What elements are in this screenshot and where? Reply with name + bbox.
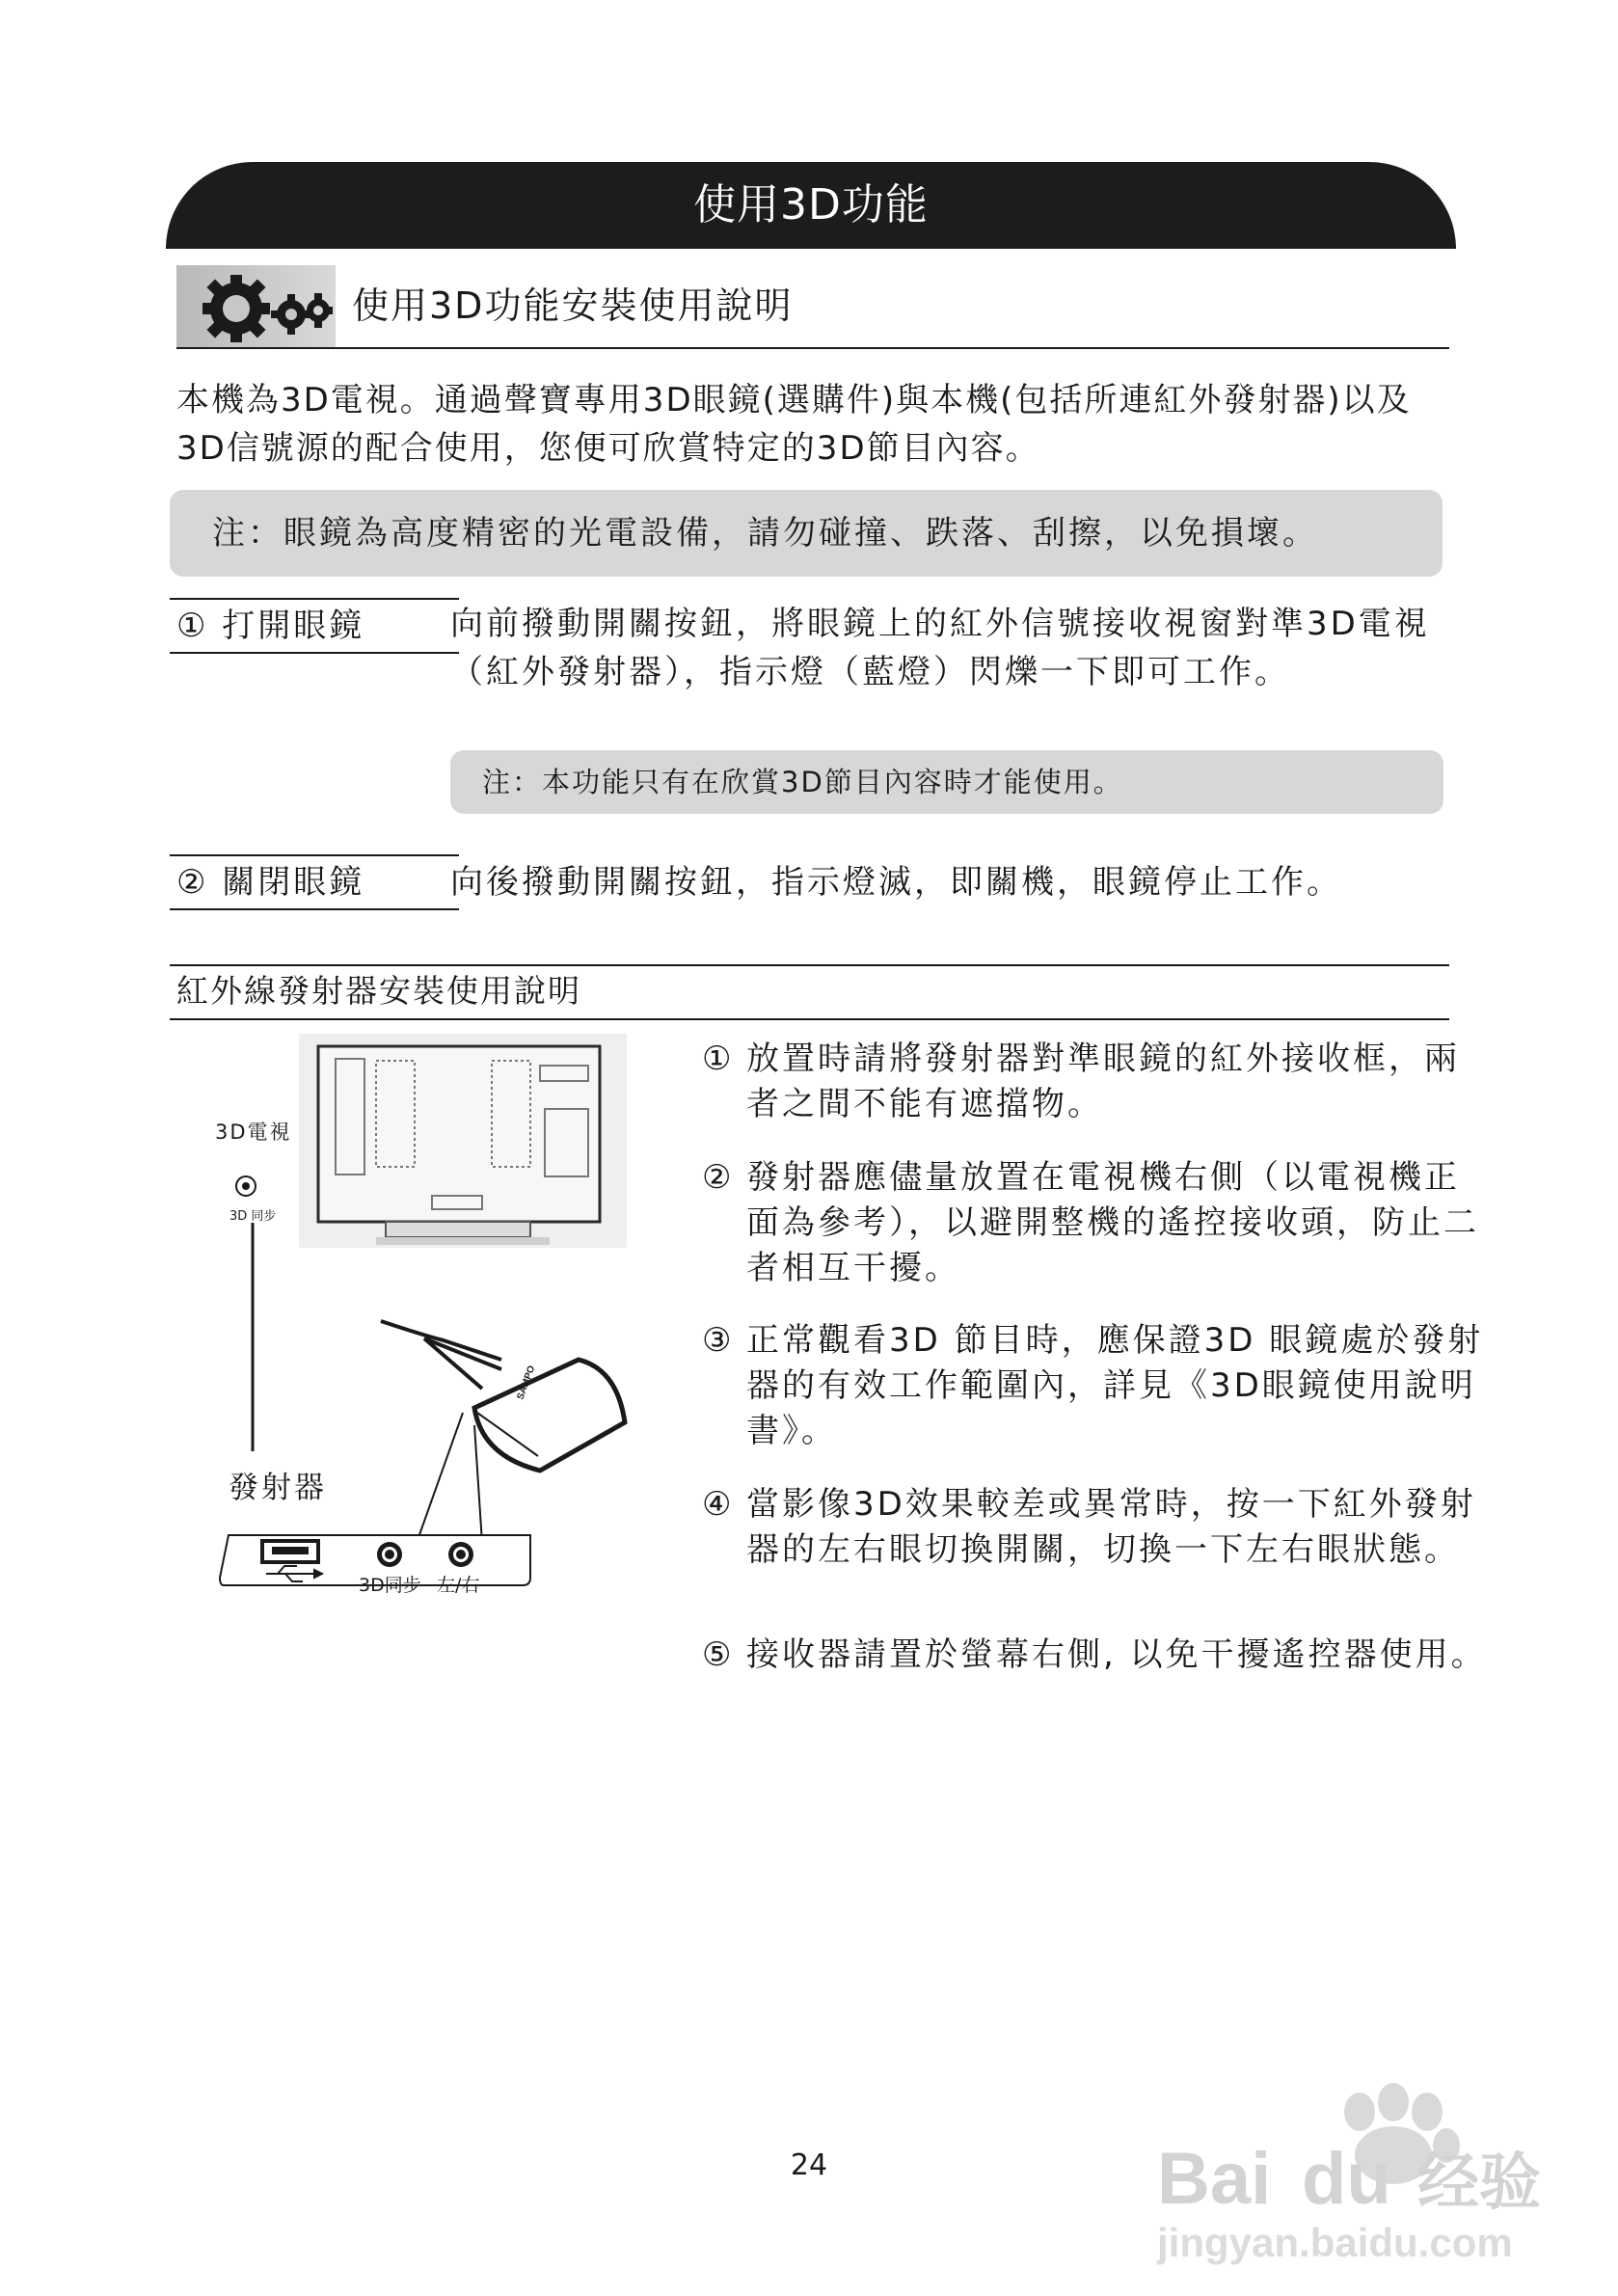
instruction-text: 當影像3D效果較差或異常時，按一下紅外發射器的左右眼切換開關，切換一下左右眼狀態。 — [746, 1485, 1476, 1569]
step-close-glasses-description: 向後撥動開關按鈕，指示燈滅，即關機，眼鏡停止工作。 — [450, 863, 1342, 902]
step-open-glasses-label: ① 打開眼鏡 — [176, 607, 365, 645]
section-title: 使用3D功能安裝使用說明 — [352, 284, 794, 327]
tv-label: 3D電視 — [215, 1121, 292, 1144]
page-title: 使用3D功能 — [693, 180, 929, 230]
step-divider — [170, 854, 459, 856]
svg-text:Bai: Bai — [1157, 2138, 1272, 2220]
sync-port-label: 3D同步 — [359, 1575, 421, 1596]
intro-paragraph: 本機為3D電視。通過聲寶專用3D眼鏡(選購件)與本機(包括所連紅外發射器)以及3D信號源的配合使用，您便可欣賞特定的3D節目內容。 — [176, 381, 1412, 468]
note-text: 注：本功能只有在欣賞3D節目內容時才能使用。 — [482, 766, 1123, 798]
step-divider — [170, 652, 459, 654]
instruction-number: ⑤ — [702, 1635, 735, 1674]
lr-port-label: 左/右 — [437, 1575, 480, 1596]
instruction-text: 放置時請將發射器對準眼鏡的紅外接收框，兩者之間不能有遮擋物。 — [746, 1040, 1460, 1123]
instruction-text: 正常觀看3D 節目時，應保證3D 眼鏡處於發射器的有效工作範圍內，詳見《3D眼鏡使用說明書》。 — [746, 1321, 1484, 1450]
step-close-glasses-label: ② 關閉眼鏡 — [176, 863, 365, 902]
instruction-text: 發射器應儘量放置在電視機右側（以電視機正面為參考），以避開整機的遙控接收頭，防止二者相互干擾。 — [746, 1158, 1479, 1287]
page-number: 24 — [790, 2148, 828, 2182]
left-right-switch-jack-icon — [448, 1542, 473, 1567]
instruction-item — [702, 1482, 1489, 1573]
instruction-item — [702, 1633, 1489, 1678]
tv-port-label: 3D 同步 — [229, 1209, 277, 1224]
svg-text:经验: 经验 — [1417, 2147, 1541, 2219]
svg-text:du: du — [1302, 2138, 1391, 2220]
step-divider — [170, 908, 459, 910]
instruction-item — [702, 1155, 1489, 1291]
instruction-number: ① — [702, 1040, 735, 1078]
emitter-label: 發射器 — [229, 1471, 327, 1505]
step-divider — [170, 598, 459, 600]
instruction-number: ④ — [702, 1485, 735, 1524]
baidu-watermark-logo — [1138, 2073, 1601, 2266]
emitter-brand-text: SAMPO — [515, 1364, 538, 1402]
section-divider — [170, 1018, 1449, 1020]
gears-icon — [198, 272, 333, 345]
instruction-number: ③ — [702, 1321, 735, 1360]
note-text: 注：眼鏡為高度精密的光電設備，請勿碰撞、跌落、刮擦，以免損壞。 — [212, 514, 1318, 553]
instruction-number: ② — [702, 1158, 735, 1197]
instruction-item — [702, 1318, 1489, 1454]
step-open-glasses-description: 向前撥動開關按鈕，將眼鏡上的紅外信號接收視窗對準3D電視（紅外發射器），指示燈（藍燈）閃爍一下即可工作。 — [450, 605, 1430, 691]
ir-emitter-illustration — [474, 1360, 625, 1471]
instruction-text: 接收器請置於螢幕右側, 以免干擾遙控器使用。 — [746, 1635, 1487, 1674]
instruction-item — [702, 1037, 1489, 1127]
svg-text:jingyan.baidu.com: jingyan.baidu.com — [1157, 2220, 1513, 2265]
tv-back-illustration — [299, 1034, 627, 1248]
section-divider — [176, 347, 1449, 349]
3d-sync-jack-icon — [377, 1542, 402, 1567]
ir-section-title: 紅外線發射器安裝使用說明 — [176, 972, 581, 1010]
